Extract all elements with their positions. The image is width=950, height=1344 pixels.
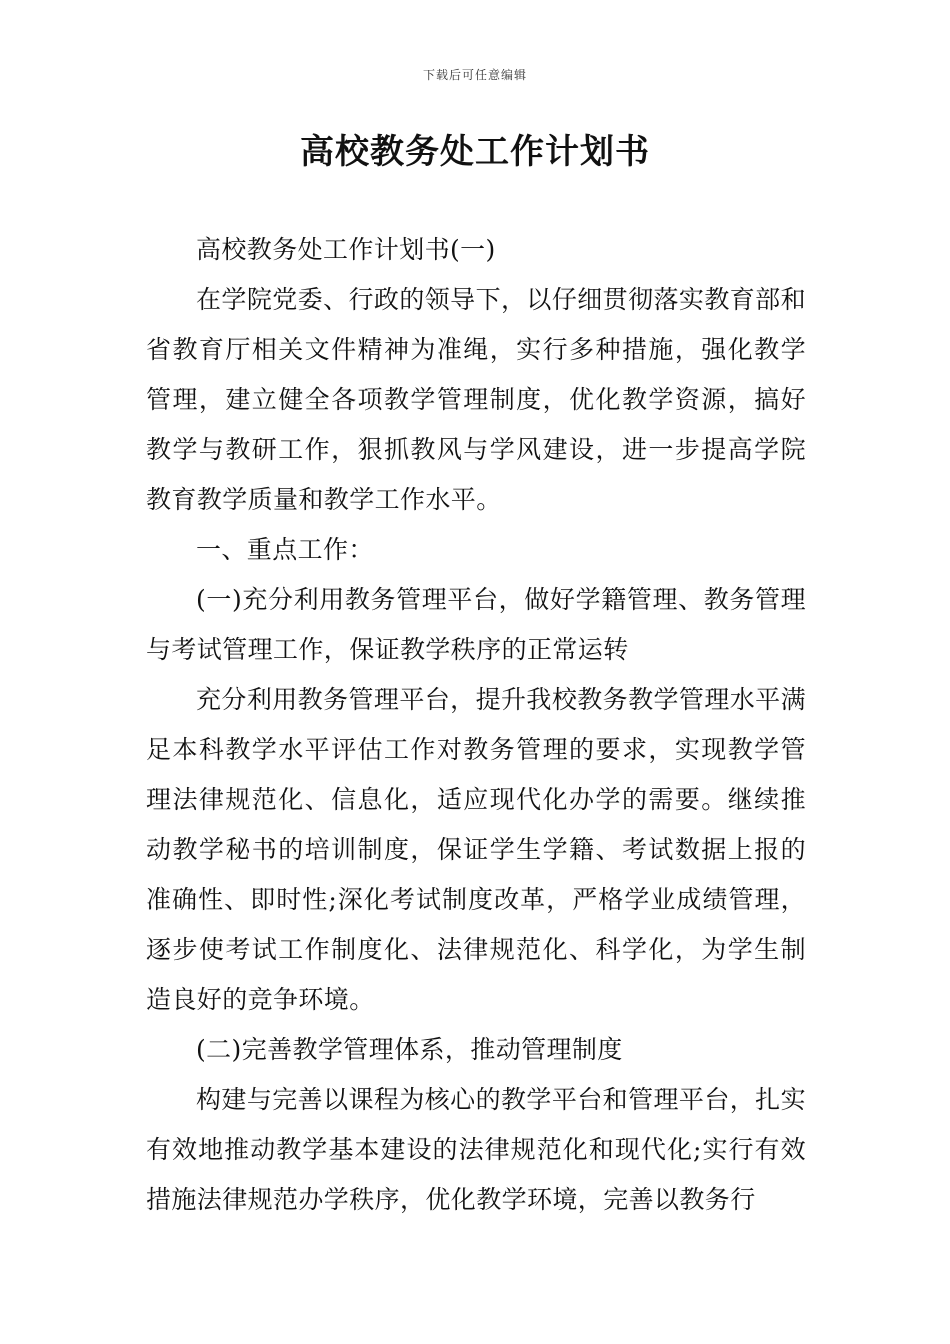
paragraph-intro: 在学院党委、行政的领导下，以仔细贯彻落实教育部和省教育厅相关文件精神为准绳，实行多种措施，强化教学管理，建立健全各项教学管理制度，优化教学资源，搞好教学与教研工作，狠抓教风与学风建设，进一步提高学院教育教学质量和教学工作水平。 bbox=[146, 285, 806, 514]
paragraph-subtitle: 高校教务处工作计划书(一) bbox=[196, 235, 496, 264]
section-heading-key-work: 一、重点工作： bbox=[196, 535, 374, 564]
paragraph-body-1: 充分利用教务管理平台，提升我校教务教学管理水平满足本科教学水平评估工作对教务管理的要求，实现教学管理法律规范化、信息化，适应现代化办学的需要。继续推动教学秘书的培训制度，保证学生学籍、考试数据上报的准确性、即时性;深化考试制度改革，严格学业成绩管理，逐步使考试工作制度化、法律规范化、科学化，为学生制造良好的竞争环境。 bbox=[146, 685, 806, 1014]
download-note: 下载后可任意编辑 bbox=[422, 68, 527, 82]
subsection-heading-1: (一)充分利用教务管理平台，做好学籍管理、教务管理与考试管理工作，保证教学秩序的正常运转 bbox=[146, 585, 806, 664]
subsection-heading-2: (二)完善教学管理体系，推动管理制度 bbox=[196, 1035, 623, 1064]
document-title: 高校教务处工作计划书 bbox=[300, 132, 650, 172]
document-body bbox=[146, 225, 806, 1225]
paragraph-body-2: 构建与完善以课程为核心的教学平台和管理平台，扎实有效地推动教学基本建设的法律规范化和现代化;实行有效措施法律规范办学秩序，优化教学环境，完善以教务行 bbox=[146, 1085, 806, 1214]
